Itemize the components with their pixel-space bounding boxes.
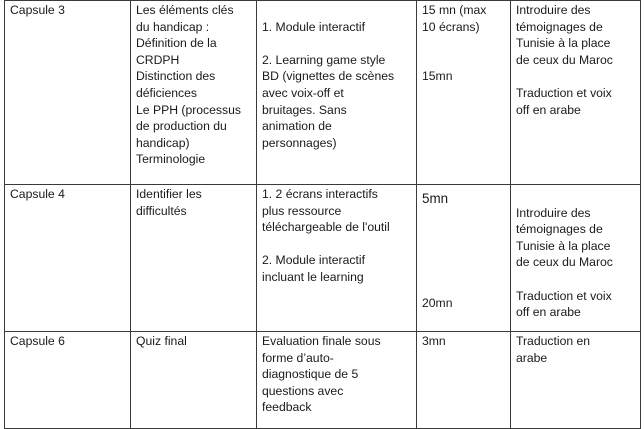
format-line: Evaluation finale sous [262, 334, 381, 348]
objectives-cell [131, 332, 257, 429]
duration-cell [417, 332, 511, 429]
duration-cell [417, 1, 511, 185]
note-line: off en arabe [516, 305, 581, 320]
duration-line: 20mn [422, 295, 453, 310]
objective-line: Les éléments clés [136, 3, 234, 17]
format-line: animation de [262, 119, 332, 134]
capsule-label: Capsule 3 [10, 3, 65, 17]
note-line: off en arabe [516, 102, 581, 117]
objective-line: de production du [136, 119, 227, 134]
objective-line: Définition de la [136, 36, 217, 51]
objective-line: Terminologie [136, 152, 206, 167]
note-line: témoignages de [516, 222, 603, 237]
format-line: avec voix-off et [262, 85, 344, 100]
capsule-label: Capsule 4 [10, 187, 65, 201]
format-line: 1. 2 écrans interactifs [262, 187, 378, 201]
note-line: Tunisie à la place [516, 36, 611, 51]
note-line: Tunisie à la place [516, 238, 611, 253]
duration-cell [417, 185, 511, 332]
format-line: personnages) [262, 135, 337, 150]
duration-line: 3mn [422, 334, 446, 348]
note-line: de ceux du Maroc [516, 255, 613, 270]
format-cell [257, 332, 417, 429]
capsule-cell [5, 185, 131, 332]
objective-line: handicap) [136, 135, 190, 150]
duration-line: 5mn [422, 191, 449, 206]
note-line: arabe [516, 350, 548, 365]
format-line: téléchargeable de l'outil [262, 220, 390, 235]
objectives-cell [131, 1, 257, 185]
format-line: incluant le learning [262, 269, 364, 284]
format-line: 2. Learning game style [262, 52, 386, 67]
duration-line: 15mn [422, 69, 453, 84]
format-cell [257, 1, 417, 185]
format-line: diagnostique de 5 [262, 367, 359, 382]
capsule-cell [5, 1, 131, 185]
format-line: bruitages. Sans [262, 102, 347, 117]
objective-line: Identifier les [136, 187, 202, 201]
objective-line: Le PPH (processus [136, 102, 241, 117]
table-row [5, 185, 641, 332]
objective-line: Distinction des [136, 69, 216, 84]
table-row [5, 1, 641, 185]
objective-line: difficultés [136, 203, 187, 218]
notes-cell [511, 185, 641, 332]
format-line: plus ressource [262, 203, 342, 218]
objective-line: Quiz final [136, 334, 187, 348]
objectives-cell [131, 185, 257, 332]
note-line: témoignages de [516, 19, 603, 34]
notes-cell [511, 1, 641, 185]
capsule-label: Capsule 6 [10, 334, 65, 348]
format-line: BD (vignettes de scènes [262, 69, 395, 84]
objective-line: CRDPH [136, 52, 180, 67]
format-line: 2. Module interactif [262, 253, 365, 268]
objective-line: du handicap : [136, 19, 210, 34]
duration-line: 10 écrans) [422, 19, 480, 34]
format-line: feedback [262, 400, 312, 415]
note-line: de ceux du Maroc [516, 52, 613, 67]
note-line: Introduire des [516, 205, 591, 220]
format-line: 1. Module interactif [262, 19, 365, 34]
table-row [5, 332, 641, 429]
note-line: Traduction et voix [516, 85, 612, 100]
capsule-cell [5, 332, 131, 429]
note-line: Traduction en [516, 334, 591, 348]
note-line: Traduction et voix [516, 288, 612, 303]
notes-cell [511, 332, 641, 429]
format-line: forme d’auto- [262, 350, 334, 365]
note-line: Introduire des [516, 3, 591, 17]
format-line: questions avec [262, 383, 344, 398]
duration-line: 15 mn (max [422, 3, 487, 17]
format-cell [257, 185, 417, 332]
objective-line: déficiences [136, 85, 197, 100]
capsules-table [4, 0, 641, 429]
